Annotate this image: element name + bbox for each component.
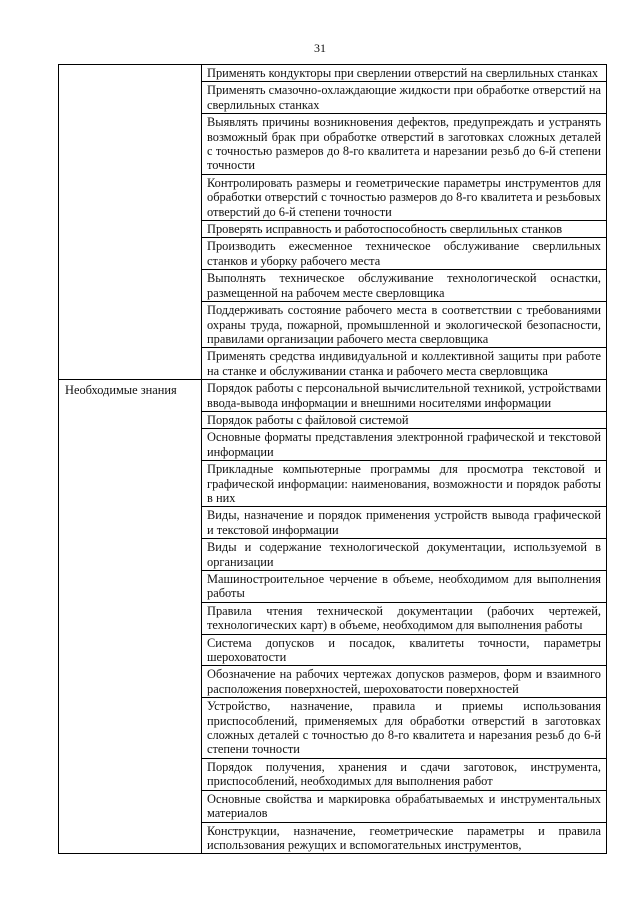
list-item: Виды и содержание технологической документации, используемой в организации [202,539,606,571]
table-row [59,65,607,380]
list-item: Производить ежесменное техническое обслуживание сверлильных станков и уборку рабочего места [202,238,606,270]
page-number: 31 [314,41,326,55]
list-item: Выполнять техническое обслуживание технологической оснастки, размещенной на рабочем месте сверловщика [202,270,606,302]
list-item: Применять смазочно-охлаждающие жидкости при обработке отверстий на сверлильных станках [202,82,606,114]
list-item: Устройство, назначение, правила и приемы использования приспособлений, применяемых для обработки отверстий в заготовках сложных деталей с точностью до 8-го квалитета и нарезания резьб до 6-й степени точности [202,698,606,759]
list-item: Конструкции, назначение, геометрические параметры и правила использования режущих и вспомогательных инструментов, [207,823,601,852]
list-item: Виды, назначение и порядок применения устройств вывода графической и текстовой информации [202,507,606,539]
list-item: Выявлять причины возникновения дефектов, предупреждать и устранять возможный брак при обработке отверстий в заготовках сложных деталей с точностью размеров до 8-го квалитета и нарезании резьб до 6-й степени точности [202,114,606,175]
list-item: Проверять исправность и работоспособность сверлильных станков [202,221,606,238]
list-item: Порядок получения, хранения и сдачи заготовок, инструмента, приспособлений, необходимых для выполнения работ [202,759,606,791]
list-item: Применять средства индивидуальной и коллективной защиты при работе на станке и обслуживании станка и рабочего места сверловщика [207,349,601,378]
list-item: Основные форматы представления электронной графической и текстовой информации [202,429,606,461]
list-item: Поддерживать состояние рабочего места в соответствии с требованиями охраны труда, пожарной, промышленной и экологической безопасности, правилами организации рабочего места сверловщика [202,302,606,348]
row-label: Необходимые знания [59,380,202,854]
row-content [202,65,607,380]
list-item: Система допусков и посадок, квалитеты точности, параметры шероховатости [202,635,606,667]
list-item: Порядок работы с персональной вычислительной техникой, устройствами ввода-вывода информации и внешними носителями информации [202,380,606,412]
list-item: Основные свойства и маркировка обрабатываемых и инструментальных материалов [202,791,606,823]
table-body [59,65,607,854]
row-content [202,380,607,854]
list-item: Машиностроительное черчение в объеме, необходимом для выполнения работы [202,571,606,603]
list-item: Правила чтения технической документации (рабочих чертежей, технологических карт) в объеме, необходимом для выполнения работы [202,603,606,635]
table-row [59,380,607,854]
list-item: Применять кондукторы при сверлении отверстий на сверлильных станках [202,65,606,82]
list-item: Порядок работы с файловой системой [202,412,606,429]
list-item: Обозначение на рабочих чертежах допусков размеров, форм и взаимного расположения поверхностей, шероховатости поверхностей [202,666,606,698]
list-item: Прикладные компьютерные программы для просмотра текстовой и графической информации: наименования, возможности и порядок работы в них [202,461,606,507]
requirements-table [58,64,607,854]
row-label [59,65,202,380]
list-item: Контролировать размеры и геометрические параметры инструментов для обработки отверстий с точностью размеров до 8-го квалитета и резьбовых отверстий до 6-й степени точности [202,175,606,221]
